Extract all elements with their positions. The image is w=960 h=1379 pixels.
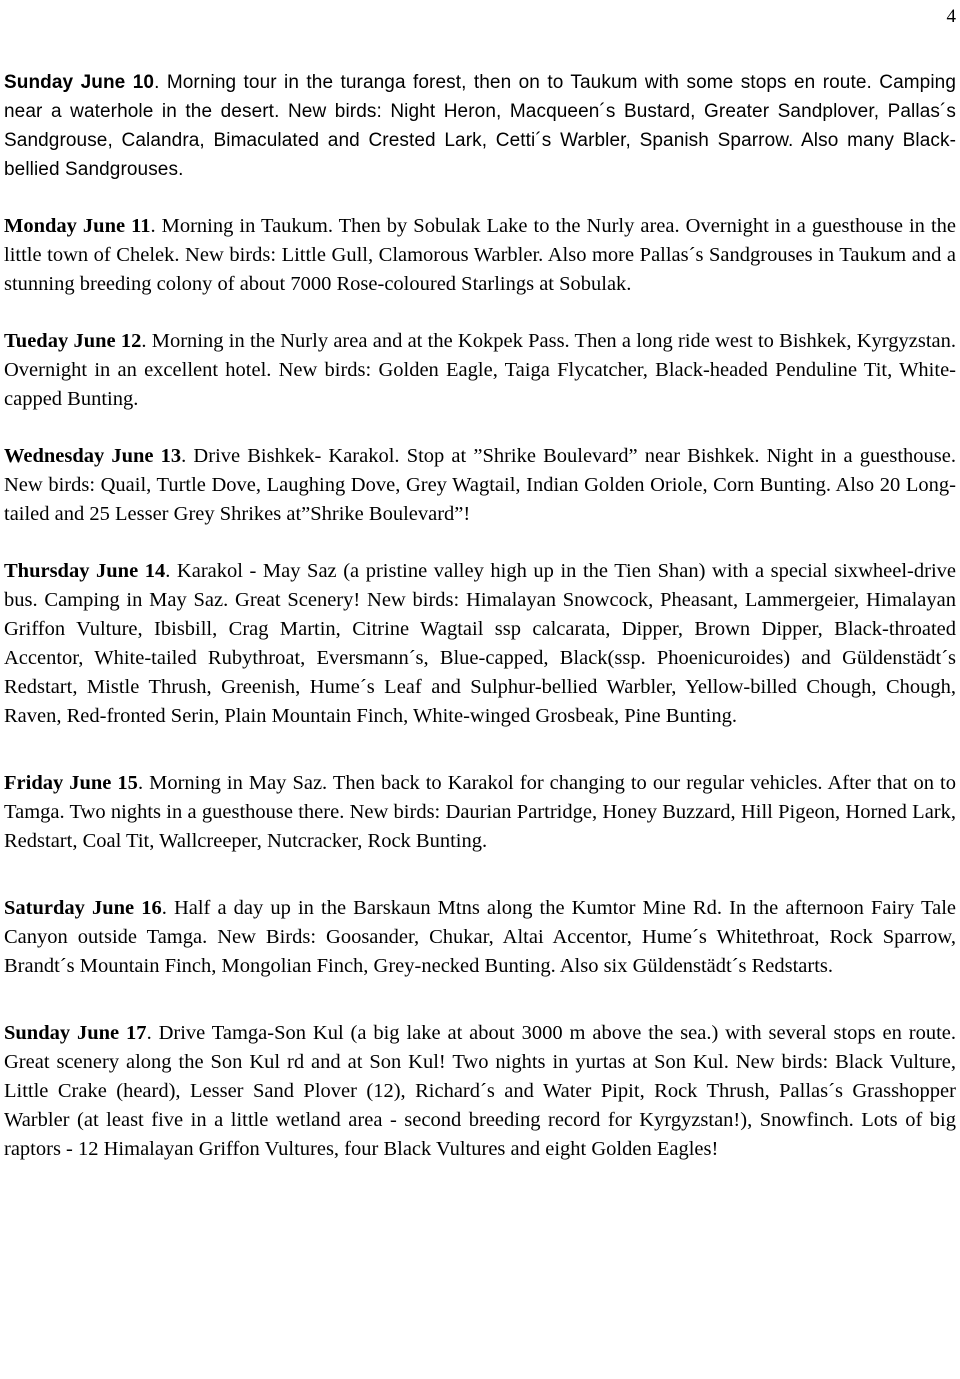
day-entry-june-12 [4,327,956,414]
paragraph-spacer [4,731,956,769]
day-description: . Drive Bishkek- Karakol. Stop at ”Shrike Boulevard” near Bishkek. Night in a guesthouse. New birds: Quail, Turtle Dove, Laughing Dove, Grey Wagtail, Indian Golden Oriole, Corn Bunting. Also 20 Long-tailed and 25 Lesser Grey Shrikes at”Shrike Boulevard”! [4,445,956,525]
paragraph-spacer [4,299,956,327]
day-description: . Morning tour in the turanga forest, then on to Taukum with some stops en route. Camping near a waterhole in the desert. New birds: Night Heron, Macqueen´s Bustard, Greater Sandplover, Pallas´s Sandgrouse, Calandra, Bimaculated and Crested Lark, Cetti´s Warbler, Spanish Sparrow. Also many Black-bellied Sandgrouses. [4,72,957,180]
day-entry-june-10 [4,68,956,184]
page-number: 4 [946,6,956,27]
trip-report-body [4,68,956,1164]
paragraph-spacer [4,414,956,442]
paragraph-spacer [4,981,956,1019]
day-description: . Morning in May Saz. Then back to Karakol for changing to our regular vehicles. After that on to Tamga. Two nights in a guesthouse there. New birds: Daurian Partridge, Honey Buzzard, Hill Pigeon, Horned Lark, Redstart, Coal Tit, Wallcreeper, Nutcracker, Rock Bunting. [4,772,956,852]
day-description: . Karakol - May Saz (a pristine valley high up in the Tien Shan) with a special sixwheel-drive bus. Camping in May Saz. Great Scenery! New birds: Himalayan Snowcock, Pheasant, Lammergeier, Himalayan Griffon Vulture, Ibisbill, Crag Martin, Citrine Wagtail ssp calcarata, Dipper, Brown Dipper, Black-throated Accentor, White-tailed Rubythroat, Eversmann´s, Blue-capped, Black(ssp. Phoenicuroides) and Güldenstädt´s Redstart, Mistle Thrush, Greenish, Hume´s Leaf and Sulphur-bellied Warbler, Yellow-billed Chough, Chough, Raven, Red-fronted Serin, Plain Mountain Finch, White-winged Grosbeak, Pine Bunting. [4,560,956,727]
day-description: . Morning in Taukum. Then by Sobulak Lake to the Nurly area. Overnight in a guesthouse in the little town of Chelek. New birds: Little Gull, Clamorous Warbler. Also more Pallas´s Sandgrouses in Taukum and a stunning breeding colony of about 7000 Rose-coloured Starlings at Sobulak. [4,215,957,295]
paragraph-spacer [4,856,956,894]
day-entry-june-14 [4,557,956,731]
day-heading: Sunday June 10 [4,72,155,93]
day-description: . Half a day up in the Barskaun Mtns along the Kumtor Mine Rd. In the afternoon Fairy Tale Canyon outside Tamga. New Birds: Goosander, Chukar, Altai Accentor, Hume´s Whitethroat, Rock Sparrow, Brandt´s Mountain Finch, Mongolian Finch, Grey-necked Bunting. Also six Güldenstädt´s Redstarts. [4,897,957,977]
day-heading: Friday June 15 [4,772,138,794]
day-entry-june-13 [4,442,956,529]
day-entry-june-11 [4,212,956,299]
paragraph-spacer [4,184,956,212]
day-heading: Saturday June 16 [4,897,162,919]
day-heading: Sunday June 17 [4,1022,147,1044]
day-heading: Monday June 11 [4,215,151,237]
day-description: . Morning in the Nurly area and at the Kokpek Pass. Then a long ride west to Bishkek, Kyrgyzstan. Overnight in an excellent hotel. New birds: Golden Eagle, Taiga Flycatcher, Black-headed Penduline Tit, White-capped Bunting. [4,330,956,410]
day-heading: Tueday June 12 [4,330,142,352]
day-entry-june-16 [4,894,956,981]
day-heading: Thursday June 14 [4,560,166,582]
day-entry-june-15 [4,769,956,856]
paragraph-spacer [4,529,956,557]
day-description: . Drive Tamga-Son Kul (a big lake at about 3000 m above the sea.) with several stops en route. Great scenery along the Son Kul rd and at Son Kul! Two nights in yurtas at Son Kul. New birds: Black Vulture, Little Crake (heard), Lesser Sand Plover (12), Richard´s and Water Pipit, Rock Thrush, Pallas´s Grasshopper Warbler (at least five in a little wetland area - second breeding record for Kyrgyzstan!), Snowfinch. Lots of big raptors - 12 Himalayan Griffon Vultures, four Black Vultures and eight Golden Eagles! [4,1022,956,1160]
day-entry-june-17 [4,1019,956,1164]
day-heading: Wednesday June 13 [4,445,182,467]
